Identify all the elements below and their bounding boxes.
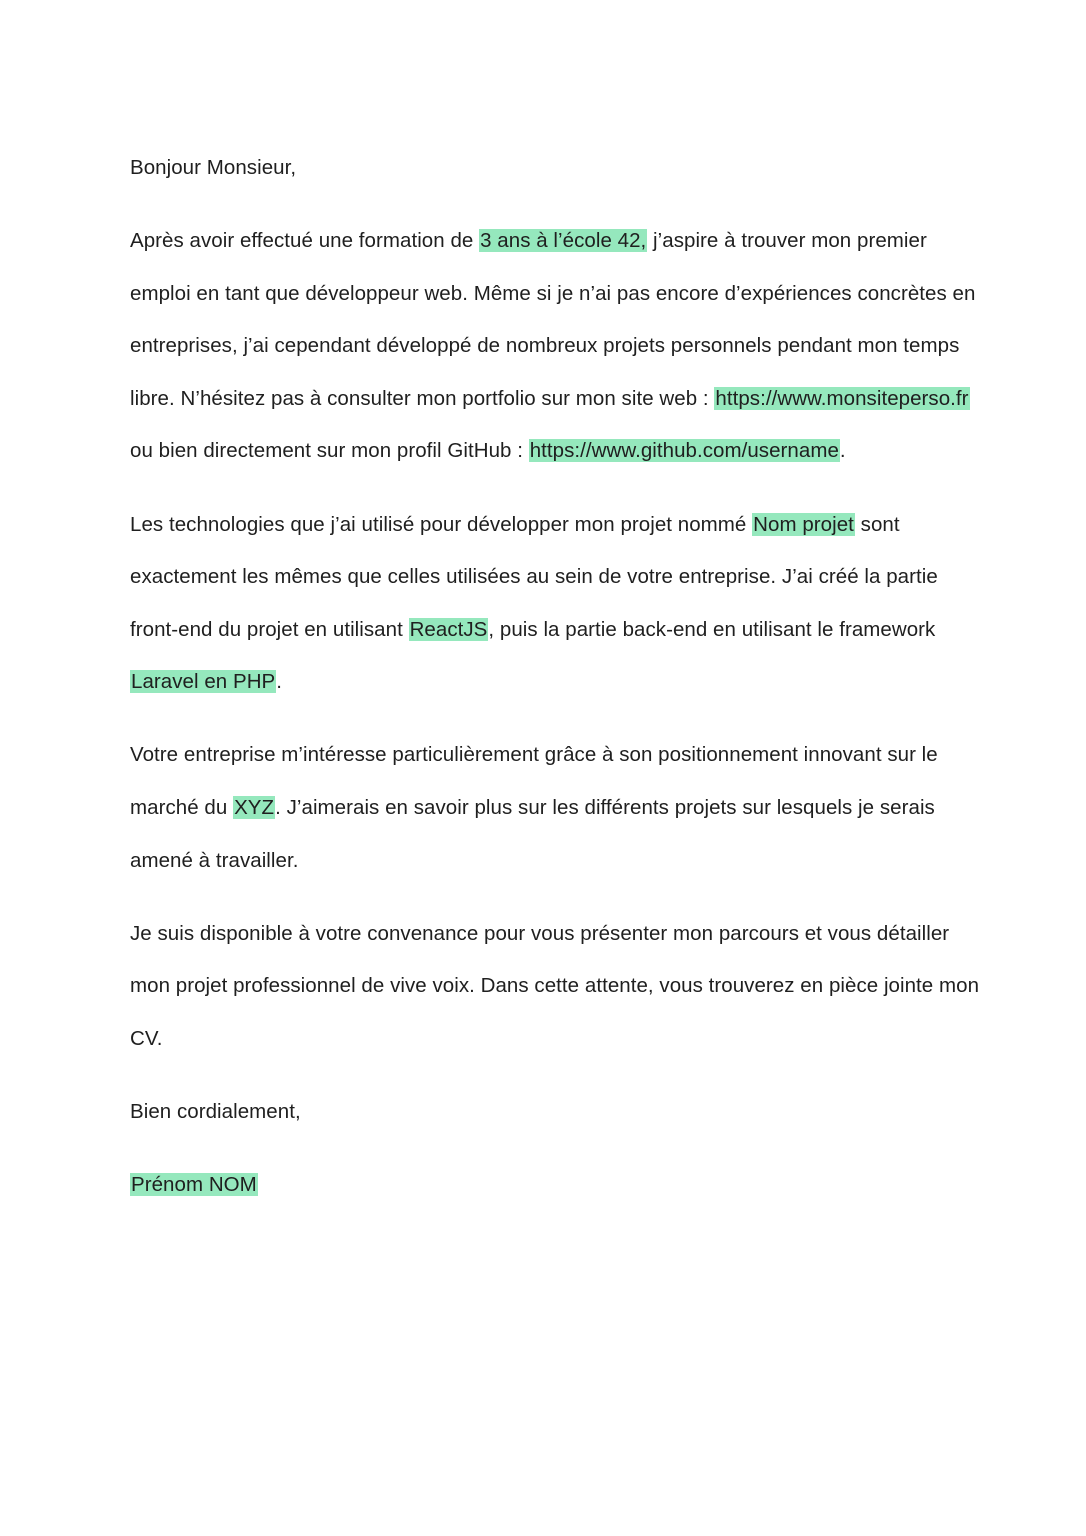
paragraph-company xyxy=(130,729,980,887)
text-segment: , puis la partie back-end en utilisant le framework xyxy=(488,617,936,641)
highlight-signature: Prénom NOM xyxy=(131,1173,257,1197)
highlight-project-name: Nom projet xyxy=(753,512,854,536)
greeting: Bonjour Monsieur, xyxy=(130,156,297,179)
text-segment: Après avoir effectué une formation de xyxy=(130,229,480,253)
paragraph-intro xyxy=(130,215,980,478)
text-segment: j’aspire à trouver mon premier emploi en tant que développeur web. Même si je n’ai pas encore d’expériences concrètes en entreprises, j’ai cependant développé de nombreux projets personnels pendant mon temps libre. N’hésitez pas à consulter mon portfolio sur mon site web : xyxy=(130,229,976,410)
paragraph-technologies xyxy=(130,499,980,709)
highlight-website-url: https://www.monsiteperso.fr xyxy=(715,386,969,410)
highlight-frontend-tech: ReactJS xyxy=(409,617,488,641)
text-segment: . xyxy=(276,670,283,694)
closing: Bien cordialement, xyxy=(130,1100,301,1123)
highlight-github-url: https://www.github.com/username xyxy=(529,439,839,463)
text-segment: Les technologies que j’ai utilisé pour développer mon projet nommé xyxy=(130,512,753,536)
text-segment: sont exactement les mêmes que celles utilisées au sein de votre entreprise. J’ai créé la partie front-end du projet en utilisant xyxy=(130,512,938,641)
highlight-backend-tech: Laravel en PHP xyxy=(131,670,276,694)
paragraph-availability: Je suis disponible à votre convenance pour vous présenter mon parcours et vous détailler mon projet professionnel de vive voix. Dans cette attente, vous trouverez en pièce jointe mon CV. xyxy=(130,921,980,1050)
signature xyxy=(130,1159,980,1212)
text-segment: . xyxy=(839,439,846,463)
highlight-training: 3 ans à l’école 42, xyxy=(480,229,647,253)
text-segment: . J’aimerais en savoir plus sur les différents projets sur lesquels je serais amené à travailler. xyxy=(130,796,935,872)
text-segment: ou bien directement sur mon profil GitHub : xyxy=(130,439,529,463)
text-segment: Votre entreprise m’intéresse particulièrement grâce à son positionnement innovant sur le marché du xyxy=(130,743,938,820)
highlight-market: XYZ xyxy=(234,796,275,820)
cover-letter xyxy=(130,142,980,1232)
